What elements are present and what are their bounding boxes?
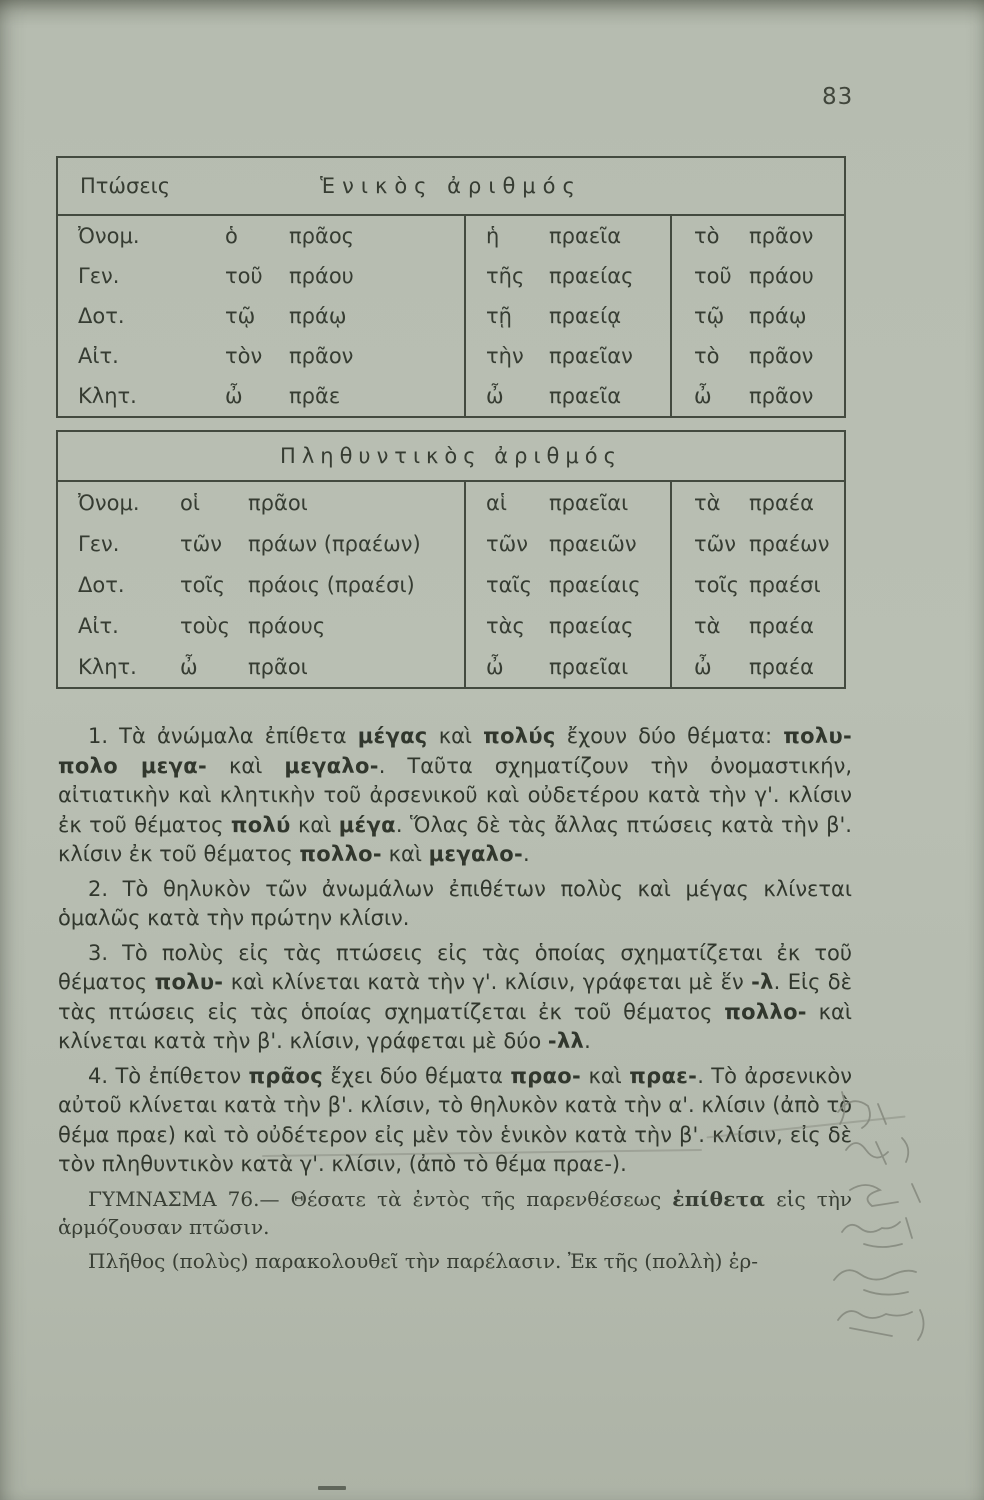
table-row [58, 605, 844, 646]
table-row [58, 296, 844, 336]
cell-feminine [464, 523, 670, 564]
cell-feminine [464, 256, 670, 296]
word-form: πρᾶον [749, 224, 814, 248]
table-header-singular [58, 158, 844, 216]
word-form: πράου [289, 264, 354, 288]
word-form: πρᾶον [289, 344, 354, 368]
word-form: πραέα [749, 613, 815, 638]
article: ὦ [486, 384, 504, 408]
cell-neuter [670, 482, 844, 523]
scan-edge-mark [318, 1486, 346, 1490]
article: τοῦ [225, 264, 263, 288]
article: τῆς [486, 264, 525, 288]
article: τῶν [486, 531, 528, 556]
cell-neuter [670, 336, 844, 376]
case-label: Αἰτ. [78, 613, 119, 638]
singular-number-header: Ἑνικὸς ἀριθμός [320, 174, 582, 198]
article: τοῖς [180, 572, 225, 597]
word-form: πραέσι [749, 572, 821, 597]
declension-table-singular [56, 156, 846, 418]
table-row [58, 336, 844, 376]
word-form: πραείαις [549, 572, 641, 597]
cell-feminine [464, 605, 670, 646]
case-label: Γεν. [78, 264, 120, 288]
article: ὁ [225, 224, 238, 248]
cell-neuter [670, 296, 844, 336]
word-form: πρᾶον [749, 384, 814, 408]
article: τὸ [694, 344, 720, 368]
article: τῷ [694, 304, 725, 328]
word-form: πρᾶοι [248, 490, 308, 515]
word-form: πραεῖα [549, 384, 622, 408]
notes-section [58, 722, 852, 1275]
cell-neuter [670, 376, 844, 416]
cell-masculine [58, 296, 464, 336]
cell-feminine [464, 296, 670, 336]
cell-masculine [58, 256, 464, 296]
cell-neuter [670, 256, 844, 296]
article: ὦ [694, 384, 712, 408]
cell-neuter [670, 216, 844, 256]
cell-masculine [58, 523, 464, 564]
word-form: πράῳ [289, 304, 347, 328]
table-row [58, 482, 844, 523]
cell-masculine [58, 646, 464, 687]
article: τοῖς [694, 572, 739, 597]
cell-neuter [670, 564, 844, 605]
word-form: πραείᾳ [549, 304, 622, 328]
word-form: πρᾶος [289, 224, 354, 248]
cell-masculine [58, 376, 464, 416]
table-row [58, 564, 844, 605]
exercise-sentence: Πλῆθος (πολὺς) παρακολουθεῖ τὴν παρέλασιν. Ἐκ τῆς (πολλὴ) ἐρ- [88, 1248, 758, 1273]
case-label: Δοτ. [78, 572, 125, 597]
article: ὦ [225, 384, 243, 408]
handwritten-note [812, 1072, 982, 1352]
article: τὰ [694, 613, 721, 638]
cell-feminine [464, 482, 670, 523]
case-label: Γεν. [78, 531, 120, 556]
word-form: πράῳ [749, 304, 807, 328]
cell-masculine [58, 482, 464, 523]
article: τὰς [486, 613, 525, 638]
cell-masculine [58, 564, 464, 605]
cell-feminine [464, 216, 670, 256]
article: τοὺς [180, 613, 230, 638]
case-label: Δοτ. [78, 304, 125, 328]
cell-masculine [58, 216, 464, 256]
article: οἱ [180, 490, 200, 515]
word-form: πραέων [749, 531, 830, 556]
article: τὸν [225, 344, 263, 368]
article: ὦ [694, 654, 712, 679]
note-3: 3. Τὸ πολὺς εἰς τὰς πτώσεις εἰς τὰς ὁποίας σχηματίζεται ἐκ τοῦ θέματος πολυ- καὶ κλίνεται κατὰ τὴν γ'. κλίσιν, γράφεται μὲ ἕν -λ. Εἰς δὲ τὰς πτώσεις εἰς τὰς ὁποίας σχηματίζεται ἐκ τοῦ θέματος πολλο- καὶ κλίνεται κατὰ τὴν β'. κλίσιν, γράφεται μὲ δύο -λλ. [58, 940, 852, 1053]
article: τῶν [694, 531, 736, 556]
article: ταῖς [486, 572, 532, 597]
case-label: Ὀνομ. [78, 224, 140, 248]
cell-feminine [464, 336, 670, 376]
cell-masculine [58, 336, 464, 376]
word-form: πραεῖα [549, 224, 622, 248]
cell-neuter [670, 646, 844, 687]
word-form: πραείας [549, 613, 634, 638]
exercise-heading: ΓΥΜΝΑΣΜΑ 76.— Θέσατε τὰ ἐντὸς τῆς παρενθέσεως ἐπίθετα εἰς τὴν ἁρμόζουσαν πτῶσιν. [58, 1186, 852, 1239]
table-row [58, 523, 844, 564]
article: τῇ [486, 304, 512, 328]
word-form: πραεῖαι [549, 490, 629, 515]
word-form: πρᾶε [289, 384, 341, 408]
note-1: 1. Τὰ ἀνώμαλα ἐπίθετα μέγας καὶ πολύς ἔχουν δύο θέματα: πολυ- πολο μεγα- καὶ μεγαλο-. Ταῦτα σχηματίζουν τὴν ὀνομαστικήν, αἰτιατικὴν καὶ κλητικὴν τοῦ ἀρσενικοῦ καὶ οὐδετέρου κατὰ τὴν γ'. κλίσιν ἐκ τοῦ θέματος πολύ καὶ μέγα. Ὅλας δὲ τὰς ἄλλας πτώσεις κατὰ τὴν β'. κλίσιν ἐκ τοῦ θέματος πολλο- καὶ μεγαλο-. [58, 724, 852, 866]
note-4: 4. Τὸ ἐπίθετον πρᾶος ἔχει δύο θέματα πραο- καὶ πραε-. Τὸ ἀρσενικὸν αὐτοῦ κλίνεται κατὰ τὴν β'. κλίσιν, τὸ θηλυκὸν κατὰ τὴν α'. κλίσιν (ἀπὸ τὸ θέμα πραε) καὶ τὸ οὐδέτερον εἰς μὲν τὸν ἑνικὸν κατὰ τὴν β'. κλίσιν, εἰς δὲ τὸν πληθυντικὸν κατὰ γ'. κλίσιν, (ἀπὸ τὸ θέμα πραε-). [58, 1063, 853, 1176]
table-row [58, 216, 844, 256]
cell-masculine [58, 605, 464, 646]
word-form: πραεῖαι [549, 654, 629, 679]
word-form: πραεῖαν [549, 344, 633, 368]
article: ἡ [486, 224, 500, 248]
word-form: πράοις (πραέσι) [248, 572, 415, 597]
article: τὴν [486, 344, 524, 368]
article: ὦ [180, 654, 198, 679]
article: τὰ [694, 490, 721, 515]
case-label: Κλητ. [78, 384, 137, 408]
word-form: πραείας [549, 264, 634, 288]
table-header-plural [58, 432, 844, 482]
case-label: Αἰτ. [78, 344, 119, 368]
cell-feminine [464, 646, 670, 687]
plural-number-header: Πληθυντικὸς ἀριθμός [280, 444, 622, 468]
cell-neuter [670, 605, 844, 646]
cases-column-header: Πτώσεις [80, 174, 171, 198]
word-form: πραέα [749, 654, 815, 679]
cell-feminine [464, 376, 670, 416]
case-label: Κλητ. [78, 654, 137, 679]
article: τοῦ [694, 264, 732, 288]
word-form: πρᾶοι [248, 654, 308, 679]
page-number: 83 [822, 84, 854, 110]
article: τὸ [694, 224, 720, 248]
word-form: πρᾶον [749, 344, 814, 368]
article: τῷ [225, 304, 256, 328]
word-form: πράους [248, 613, 326, 638]
article: αἱ [486, 490, 507, 515]
note-2: 2. Τὸ θηλυκὸν τῶν ἀνωμάλων ἐπιθέτων πολὺς καὶ μέγας κλίνεται ὁμαλῶς κατὰ τὴν πρώτην κλίσιν. [58, 876, 852, 930]
word-form: πράου [749, 264, 814, 288]
article: ὦ [486, 654, 504, 679]
case-label: Ὀνομ. [78, 490, 140, 515]
table-row [58, 376, 844, 416]
table-row [58, 646, 844, 687]
word-form: πραειῶν [549, 531, 637, 556]
table-row [58, 256, 844, 296]
cell-neuter [670, 523, 844, 564]
word-form: πράων (πραέων) [248, 531, 421, 556]
article: τῶν [180, 531, 222, 556]
cell-feminine [464, 564, 670, 605]
word-form: πραέα [749, 490, 815, 515]
declension-table-plural [56, 430, 846, 689]
